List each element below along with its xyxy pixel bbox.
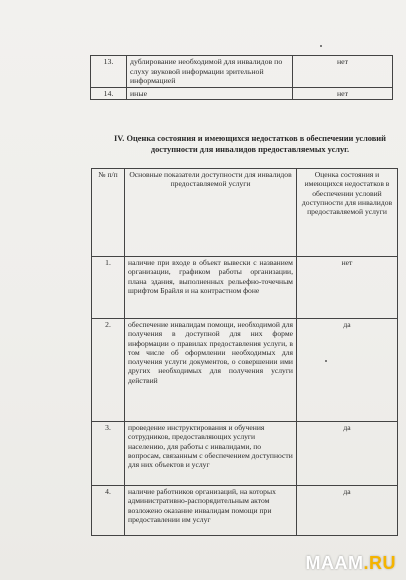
accessibility-table — [91, 168, 398, 536]
row-number: 13. — [91, 56, 127, 88]
header-indicator: Основные показатели доступности для инвалидов предоставляемой услуги — [125, 169, 297, 257]
scan-speck — [325, 360, 327, 362]
row-number: 3. — [92, 422, 125, 486]
row-value: нет — [293, 56, 393, 88]
row-number: 2. — [92, 319, 125, 422]
table-row — [92, 257, 398, 319]
header-num: № п/п — [92, 169, 125, 257]
table-row — [91, 56, 393, 88]
table-row — [91, 87, 393, 100]
row-value: нет — [293, 87, 393, 100]
header-row — [92, 169, 398, 257]
row-number: 1. — [92, 257, 125, 319]
row-text: обеспечение инвалидам помощи, необходимой для получения в доступной для них форме информации о правилах предоставления услуги, в том числе об оформлении необходимых для получения услуги документов, о совершении ими других необходимых для получения услуги действий — [125, 319, 297, 422]
scan-speck — [320, 45, 322, 47]
header-assessment: Оценка состояния и имеющихся недостатков в обеспечении условий доступности для инвалидов предоставляемой услуги — [297, 169, 398, 257]
section-heading: IV. Оценка состояния и имеющихся недостатков в обеспечении условий доступности для инвалидов предоставляемых услуг. — [114, 134, 386, 154]
row-value: да — [297, 422, 398, 486]
watermark-logo: MAAM.RU — [305, 553, 396, 573]
row-value: да — [297, 486, 398, 536]
row-number: 4. — [92, 486, 125, 536]
table-row — [92, 319, 398, 422]
row-text: наличие работников организаций, на которых административно-распорядительным актом возложено оказание инвалидам помощи при предоставлении им услуг — [125, 486, 297, 536]
row-text: иные — [127, 87, 293, 100]
row-number: 14. — [91, 87, 127, 100]
row-value: да — [297, 319, 398, 422]
continuation-table — [90, 55, 393, 100]
table-row — [92, 422, 398, 486]
row-value: нет — [297, 257, 398, 319]
row-text: наличие при входе в объект вывески с названием организации, графиком работы организации, плана здания, выполненных рельефно-точечным шрифтом Брайля и на контрастном фоне — [125, 257, 297, 319]
table-row — [92, 486, 398, 536]
row-text: проведение инструктирования и обучения сотрудников, предоставляющих услуги населению, для работы с инвалидами, по вопросам, связанным с обеспечением доступности для них объектов и услуг — [125, 422, 297, 486]
row-text: дублирование необходимой для инвалидов по слуху звуковой информации зрительной информацией — [127, 56, 293, 88]
